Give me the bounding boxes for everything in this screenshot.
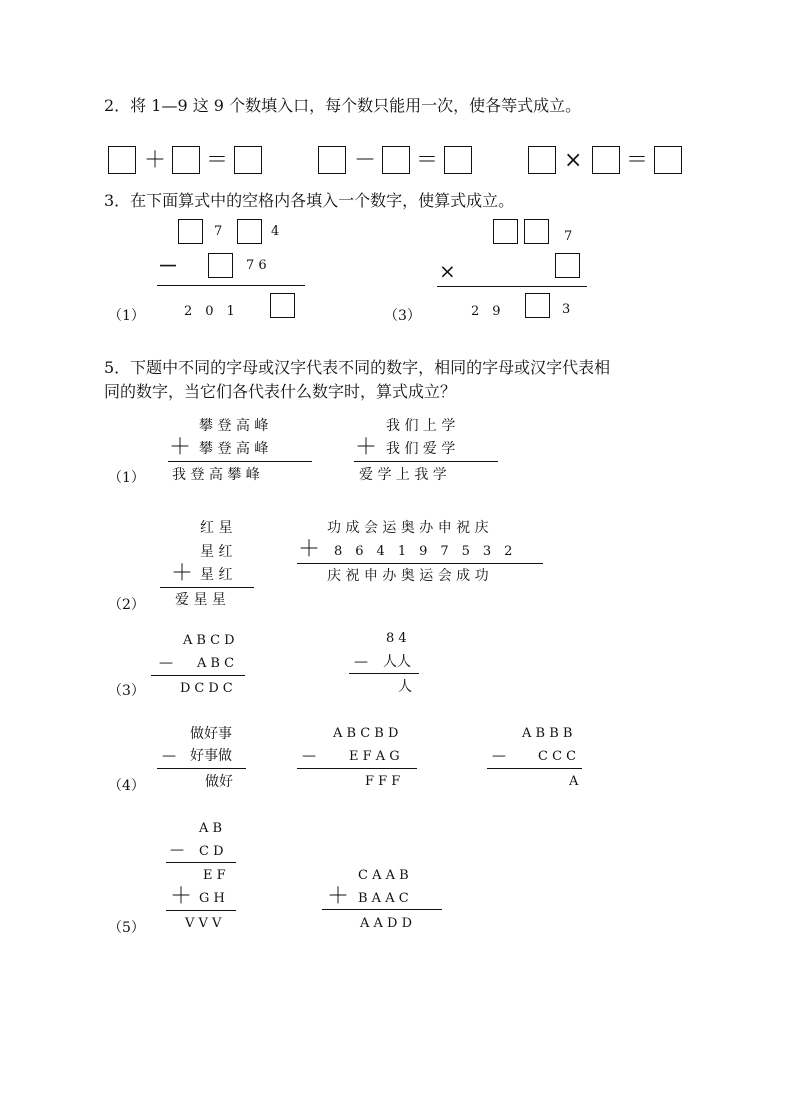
difference-line	[487, 768, 582, 769]
subtrahend: E F A G	[349, 749, 400, 764]
blank-box[interactable]	[108, 146, 136, 174]
subtrahend: 好事做	[190, 748, 232, 764]
difference: 人	[398, 679, 412, 695]
addend-1: 我 们 上 学	[386, 418, 456, 434]
blank-box[interactable]	[493, 219, 518, 244]
addend-1: 红 星	[200, 520, 233, 536]
addend-1: 攀 登 高 峰	[199, 418, 269, 434]
minus-sign: —	[170, 842, 184, 858]
difference: 做好	[205, 774, 233, 790]
addend-2: B A A C	[358, 891, 409, 906]
minuend: ABCD	[183, 633, 239, 648]
minus-sign: －	[354, 148, 377, 173]
blank-box[interactable]	[382, 146, 410, 174]
difference: A	[569, 774, 579, 789]
sum-result: 庆 祝 申 办 奥 运 会 成 功	[327, 568, 489, 584]
addend-1: C A A B	[358, 868, 409, 883]
minuend: A B B B	[522, 726, 573, 741]
plus-sign: ＋	[169, 435, 192, 460]
blank-box[interactable]	[208, 253, 233, 278]
minus-sign: —	[492, 748, 506, 764]
difference-line	[166, 862, 236, 863]
problem-label: （1）	[108, 308, 145, 324]
result-digits: 2 9	[471, 304, 501, 319]
digit: 4	[271, 224, 280, 239]
difference-line	[157, 768, 246, 769]
minus-sign: —	[302, 748, 316, 764]
difference: DCDC	[180, 681, 237, 696]
difference-line	[297, 768, 417, 769]
minus-sign: —	[354, 654, 368, 670]
result-digits: 2 0 1	[184, 304, 235, 319]
minuend: 做好事	[190, 726, 232, 742]
sum-result: A A D D	[360, 916, 413, 931]
blank-box[interactable]	[592, 146, 620, 174]
plus-sign: ＋	[327, 884, 350, 909]
plus-sign: ＋	[298, 537, 321, 562]
equals-sign: ＝	[626, 148, 649, 173]
blank-box[interactable]	[525, 293, 550, 318]
blank-box[interactable]	[237, 219, 262, 244]
digit: 7	[564, 229, 573, 244]
addend-2: 星 红	[200, 544, 233, 560]
digit: 7	[214, 224, 223, 239]
problem-label: （1）	[108, 470, 145, 486]
blank-box[interactable]	[270, 293, 295, 318]
plus-sign: ＋	[355, 435, 378, 460]
minuend: 8 4	[386, 631, 407, 646]
plus-sign: ＋	[170, 884, 193, 909]
q5-text-line1: 5．下题中不同的字母或汉字代表不同的数字，相同的字母或汉字代表相	[104, 358, 611, 377]
blank-box[interactable]	[528, 146, 556, 174]
sum-result: 我 登 高 攀 峰	[172, 467, 260, 483]
row-1: A B	[199, 821, 223, 836]
sum-line	[168, 461, 312, 462]
plus-sign: ＋	[144, 148, 167, 173]
subtrahend: 人人	[383, 654, 411, 670]
problem-label: （4）	[108, 778, 145, 794]
addend-2: 8 6 4 1 9 7 5 3 2	[334, 544, 513, 559]
q5-text-line2: 同的数字，当它们各代表什么数字时，算式成立？	[104, 382, 457, 401]
blank-box[interactable]	[555, 253, 580, 278]
sum-line	[166, 910, 236, 911]
digits: 7 6	[246, 258, 267, 273]
sum-line	[354, 461, 498, 462]
problem-label: （3）	[108, 683, 145, 699]
blank-box[interactable]	[172, 146, 200, 174]
minus-sign: —	[162, 748, 176, 764]
row-2: C D	[199, 844, 224, 859]
addend-2: 我 们 爱 学	[386, 441, 456, 457]
times-sign: ×	[564, 148, 583, 173]
blank-box[interactable]	[524, 219, 549, 244]
addend-1: 功 成 会 运 奥 办 申 祝 庆	[327, 520, 489, 536]
blank-box[interactable]	[178, 219, 203, 244]
subtrahend: C C C	[538, 749, 577, 764]
equals-sign: ＝	[416, 148, 439, 173]
addend-3: 星 红	[200, 567, 233, 583]
blank-box[interactable]	[234, 146, 262, 174]
sum-line	[157, 285, 305, 286]
row-3: E F	[203, 868, 226, 883]
q3-text: 3．在下面算式中的空格内各填入一个数字，使算式成立。	[104, 191, 515, 210]
sum-line	[322, 909, 442, 910]
difference: F F F	[365, 774, 401, 789]
difference-line	[349, 673, 419, 674]
addend-2: 攀 登 高 峰	[199, 441, 269, 457]
difference-line	[151, 675, 245, 676]
sum-result: 爱 星 星	[175, 592, 226, 608]
minus-sign: —	[159, 655, 173, 671]
row-4: G H	[199, 891, 225, 906]
equals-sign: ＝	[206, 148, 229, 173]
subtrahend: ABC	[197, 656, 239, 671]
sum-result: 爱 学 上 我 学	[359, 467, 447, 483]
problem-label: （3）	[384, 308, 421, 324]
sum-result: V V V	[185, 916, 222, 931]
sum-line	[160, 587, 254, 588]
q2-text: 2．将 1—9 这 9 个数填入口，每个数只能用一次，使各等式成立。	[104, 96, 582, 115]
sum-line	[297, 563, 543, 564]
problem-label: （2）	[108, 597, 145, 613]
plus-sign: ＋	[171, 561, 194, 586]
result-digit: 3	[562, 302, 571, 317]
problem-label: （5）	[108, 920, 145, 936]
blank-box[interactable]	[654, 146, 682, 174]
blank-box[interactable]	[318, 146, 346, 174]
product-line	[437, 286, 587, 287]
times-sign: ×	[439, 259, 456, 283]
minuend: A B C B D	[333, 726, 399, 741]
minus-sign: －	[158, 254, 178, 278]
blank-box[interactable]	[444, 146, 472, 174]
